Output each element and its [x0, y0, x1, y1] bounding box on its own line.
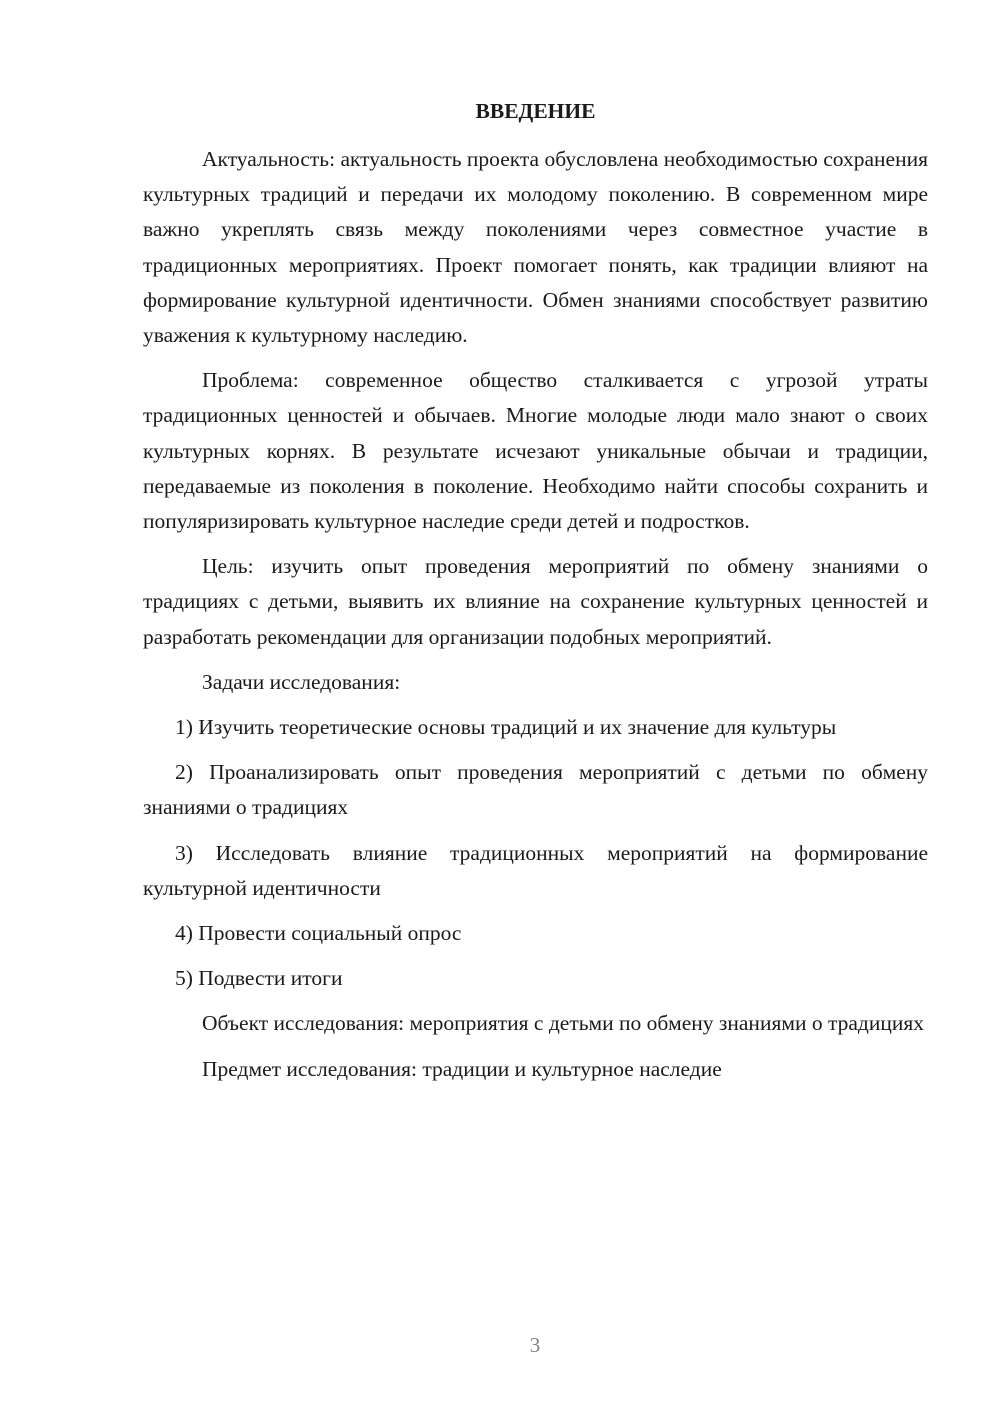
task-item: 5) Подвести итоги: [175, 966, 343, 991]
task-item: 1) Изучить теоретические основы традиций и их значение для культуры: [175, 715, 837, 740]
problem-paragraph: Проблема: современное общество сталкивается с угрозой утраты традиционных ценностей и обычаев. Многие молодые люди мало знают о своих культурных корнях. В результате исчезают уникальные обычаи и традиции, передаваемые из поколения в поколение. Необходимо найти способы сохранить и популяризировать культурное наследие среди детей и подростков.: [143, 368, 928, 534]
section-title: ВВЕДЕНИЕ: [475, 99, 596, 123]
page-number: 3: [529, 1333, 541, 1357]
goal-paragraph: Цель: изучить опыт проведения мероприятий по обмену знаниями о традициях с детьми, выявить их влияние на сохранение культурных ценностей и разработать рекомендации для организации подобных мероприятий.: [143, 554, 928, 649]
subject-paragraph: Предмет исследования: традиции и культурное наследие: [202, 1056, 722, 1081]
object-paragraph: Объект исследования: мероприятия с детьми по обмену знаниями о традициях: [202, 1011, 924, 1036]
relevance-paragraph: Актуальность: актуальность проекта обусловлена необходимостью сохранения культурных традиций и передачи их молодому поколению. В современном мире важно укреплять связь между поколениями через совместное участие в традиционных мероприятиях. Проект помогает понять, как традиции влияют на формирование культурной идентичности. Обмен знаниями способствует развитию уважения к культурному наследию.: [143, 147, 928, 348]
task-item: 2) Проанализировать опыт проведения мероприятий с детьми по обмену знаниями о традициях: [143, 760, 928, 820]
task-item: 4) Провести социальный опрос: [175, 921, 462, 946]
task-item: 3) Исследовать влияние традиционных мероприятий на формирование культурной идентичности: [143, 840, 928, 900]
page-content: [143, 94, 928, 1097]
tasks-heading: Задачи исследования:: [202, 669, 401, 694]
